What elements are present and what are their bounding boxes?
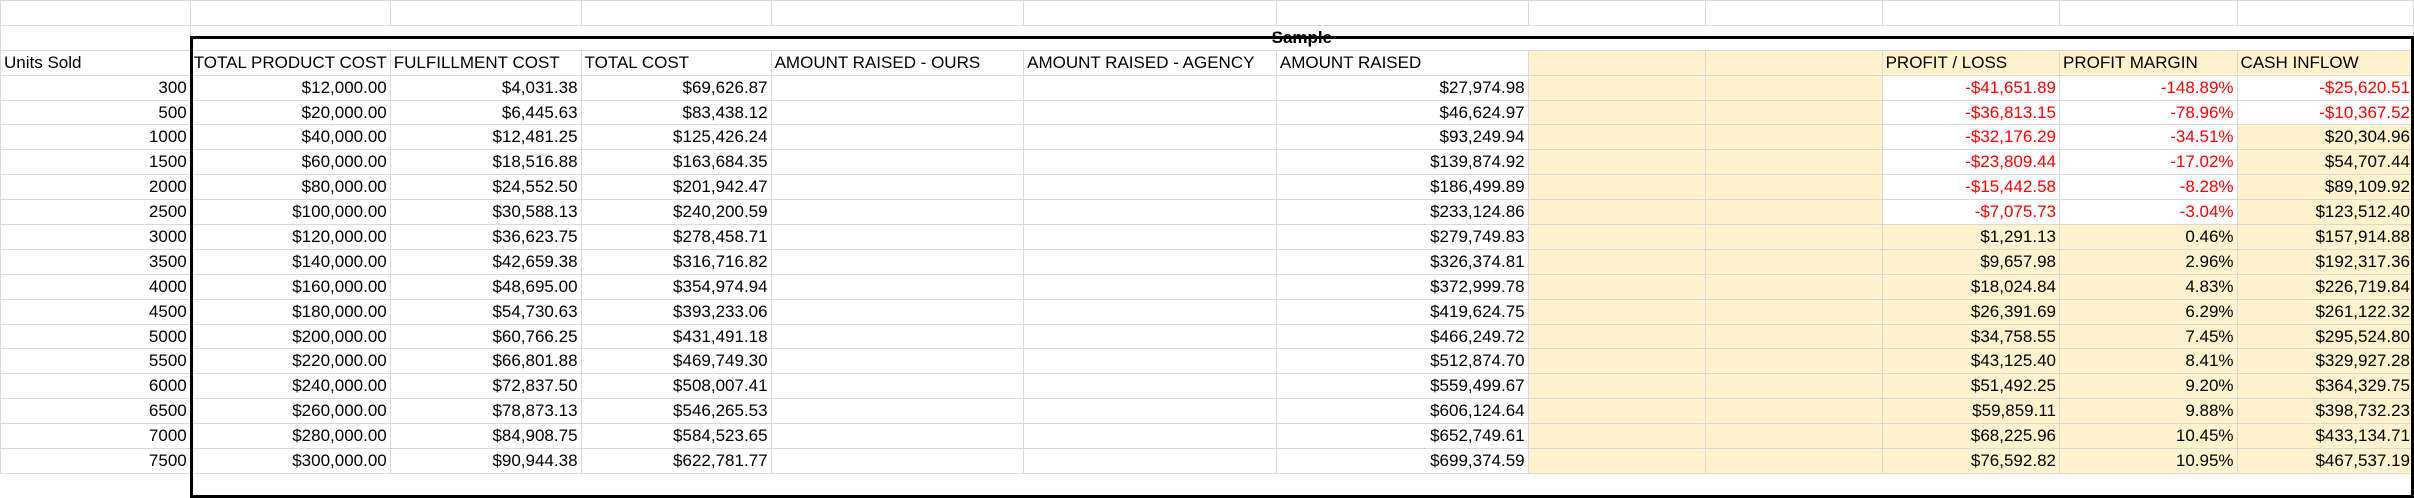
cell-units-sold[interactable]: 1000 <box>1 125 191 150</box>
cell-cash-inflow[interactable]: $261,122.32 <box>2237 299 2413 324</box>
cell-profit-margin[interactable]: -78.96% <box>2059 100 2237 125</box>
cell-total-cost[interactable]: $163,684.35 <box>581 150 771 175</box>
tan-cell[interactable] <box>1705 125 1882 150</box>
cell[interactable] <box>1276 1 1528 26</box>
cell-fulfillment-cost[interactable]: $4,031.38 <box>390 75 581 100</box>
cell-fulfillment-cost[interactable]: $78,873.13 <box>390 399 581 424</box>
cell-units-sold[interactable]: 4500 <box>1 299 191 324</box>
cell-amount-raised-ours[interactable] <box>771 299 1024 324</box>
cell-total-product-cost[interactable]: $120,000.00 <box>190 225 390 250</box>
cell-profit-margin[interactable]: 6.29% <box>2059 299 2237 324</box>
tan-cell[interactable] <box>1528 449 1705 474</box>
cell-profit-loss[interactable]: -$32,176.29 <box>1882 125 2059 150</box>
cell[interactable] <box>1882 1 2059 26</box>
cell-total-product-cost[interactable]: $280,000.00 <box>190 424 390 449</box>
cell-fulfillment-cost[interactable]: $24,552.50 <box>390 175 581 200</box>
cell-fulfillment-cost[interactable]: $48,695.00 <box>390 274 581 299</box>
cell-total-cost[interactable]: $69,626.87 <box>581 75 771 100</box>
header-cash-inflow[interactable]: CASH INFLOW <box>2237 50 2413 75</box>
tan-cell[interactable] <box>1528 249 1705 274</box>
cell-units-sold[interactable]: 7000 <box>1 424 191 449</box>
cell-profit-margin[interactable]: 2.96% <box>2059 249 2237 274</box>
tan-cell[interactable] <box>1705 324 1882 349</box>
cell-profit-loss[interactable]: -$41,651.89 <box>1882 75 2059 100</box>
cell-fulfillment-cost[interactable]: $66,801.88 <box>390 349 581 374</box>
cell-amount-raised-agency[interactable] <box>1024 449 1277 474</box>
header-amount-raised-agency[interactable]: AMOUNT RAISED - AGENCY <box>1024 50 1277 75</box>
tan-cell[interactable] <box>1705 399 1882 424</box>
cell-profit-loss[interactable]: $59,859.11 <box>1882 399 2059 424</box>
tan-cell[interactable] <box>1705 75 1882 100</box>
cell-total-product-cost[interactable]: $40,000.00 <box>190 125 390 150</box>
cell-profit-margin[interactable]: 7.45% <box>2059 324 2237 349</box>
cell-fulfillment-cost[interactable]: $60,766.25 <box>390 324 581 349</box>
cell-units-sold[interactable]: 2500 <box>1 200 191 225</box>
table-row <box>1 150 2414 175</box>
cell-total-cost[interactable]: $316,716.82 <box>581 249 771 274</box>
cell-fulfillment-cost[interactable]: $30,588.13 <box>390 200 581 225</box>
cell-profit-margin[interactable]: 0.46% <box>2059 225 2237 250</box>
cell-amount-raised-agency[interactable] <box>1024 274 1277 299</box>
cell-profit-loss[interactable]: -$36,813.15 <box>1882 100 2059 125</box>
cell-units-sold[interactable]: 300 <box>1 75 191 100</box>
tan-cell[interactable] <box>1705 374 1882 399</box>
cell-amount-raised-agency[interactable] <box>1024 399 1277 424</box>
cell-profit-margin[interactable]: 10.95% <box>2059 449 2237 474</box>
tan-cell[interactable] <box>1528 75 1705 100</box>
cell-amount-raised[interactable]: $326,374.81 <box>1276 249 1528 274</box>
cell-cash-inflow[interactable]: -$10,367.52 <box>2237 100 2413 125</box>
cell-cash-inflow[interactable]: -$25,620.51 <box>2237 75 2413 100</box>
cell[interactable] <box>1705 1 1882 26</box>
cell-profit-margin[interactable]: 4.83% <box>2059 274 2237 299</box>
cell-profit-loss[interactable]: $26,391.69 <box>1882 299 2059 324</box>
cell-total-cost[interactable]: $278,458.71 <box>581 225 771 250</box>
cell-units-sold[interactable]: 500 <box>1 100 191 125</box>
cell-total-cost[interactable]: $354,974.94 <box>581 274 771 299</box>
tan-cell[interactable] <box>1528 374 1705 399</box>
tan-cell[interactable] <box>1705 299 1882 324</box>
tan-cell[interactable] <box>1705 449 1882 474</box>
cell-profit-loss[interactable]: -$7,075.73 <box>1882 200 2059 225</box>
cell-amount-raised-ours[interactable] <box>771 249 1024 274</box>
cell-amount-raised[interactable]: $466,249.72 <box>1276 324 1528 349</box>
cell-amount-raised-agency[interactable] <box>1024 125 1277 150</box>
tan-cell[interactable] <box>1528 299 1705 324</box>
table-row <box>1 349 2414 374</box>
cell-amount-raised-ours[interactable] <box>771 200 1024 225</box>
header-amount-raised-ours[interactable]: AMOUNT RAISED - OURS <box>771 50 1024 75</box>
tan-cell[interactable] <box>1705 225 1882 250</box>
cell-amount-raised[interactable]: $559,499.67 <box>1276 374 1528 399</box>
cell[interactable] <box>190 1 390 26</box>
cell-cash-inflow[interactable]: $467,537.19 <box>2237 449 2413 474</box>
tan-cell[interactable] <box>1528 225 1705 250</box>
sample-title-row <box>1 25 2414 50</box>
cell-amount-raised[interactable]: $652,749.61 <box>1276 424 1528 449</box>
cell-total-product-cost[interactable]: $220,000.00 <box>190 349 390 374</box>
cell-total-cost[interactable]: $622,781.77 <box>581 449 771 474</box>
tan-cell[interactable] <box>1528 125 1705 150</box>
cell-amount-raised-agency[interactable] <box>1024 175 1277 200</box>
cell-cash-inflow[interactable]: $123,512.40 <box>2237 200 2413 225</box>
table-row <box>1 125 2414 150</box>
table-row <box>1 249 2414 274</box>
cell-units-sold[interactable]: 3500 <box>1 249 191 274</box>
cell-amount-raised[interactable]: $139,874.92 <box>1276 150 1528 175</box>
cell-total-product-cost[interactable]: $300,000.00 <box>190 449 390 474</box>
cell-profit-margin[interactable]: -148.89% <box>2059 75 2237 100</box>
tan-cell[interactable] <box>1528 349 1705 374</box>
cell[interactable] <box>2059 1 2237 26</box>
table-row <box>1 374 2414 399</box>
empty-row <box>1 1 2414 26</box>
cell-amount-raised[interactable]: $27,974.98 <box>1276 75 1528 100</box>
cell-total-cost[interactable]: $584,523.65 <box>581 424 771 449</box>
cell-amount-raised-agency[interactable] <box>1024 200 1277 225</box>
cell-total-product-cost[interactable]: $140,000.00 <box>190 249 390 274</box>
cell-cash-inflow[interactable]: $192,317.36 <box>2237 249 2413 274</box>
tan-cell[interactable] <box>1528 399 1705 424</box>
tan-cell[interactable] <box>1705 274 1882 299</box>
cell-amount-raised-ours[interactable] <box>771 175 1024 200</box>
cell-profit-loss[interactable]: $18,024.84 <box>1882 274 2059 299</box>
header-total-cost[interactable]: TOTAL COST <box>581 50 771 75</box>
header-total-product-cost[interactable]: TOTAL PRODUCT COST <box>190 50 390 75</box>
sample-title[interactable]: Sample <box>190 25 2413 50</box>
cell-profit-margin[interactable]: -34.51% <box>2059 125 2237 150</box>
cell-units-sold[interactable]: 5000 <box>1 324 191 349</box>
cell-total-cost[interactable]: $83,438.12 <box>581 100 771 125</box>
cell-cash-inflow[interactable]: $226,719.84 <box>2237 274 2413 299</box>
cell-cash-inflow[interactable]: $20,304.96 <box>2237 125 2413 150</box>
cell-amount-raised-ours[interactable] <box>771 399 1024 424</box>
tan-cell[interactable] <box>1528 50 1705 75</box>
cell-total-product-cost[interactable]: $100,000.00 <box>190 200 390 225</box>
header-row <box>1 50 2414 75</box>
cell-amount-raised[interactable]: $186,499.89 <box>1276 175 1528 200</box>
tan-cell[interactable] <box>1528 324 1705 349</box>
cell-amount-raised-ours[interactable] <box>771 324 1024 349</box>
tan-cell[interactable] <box>1705 424 1882 449</box>
cell-units-sold[interactable]: 6000 <box>1 374 191 399</box>
cell-cash-inflow[interactable]: $157,914.88 <box>2237 225 2413 250</box>
cell-fulfillment-cost[interactable]: $6,445.63 <box>390 100 581 125</box>
cell-amount-raised-ours[interactable] <box>771 374 1024 399</box>
cell-profit-loss[interactable]: $68,225.96 <box>1882 424 2059 449</box>
cell-profit-loss[interactable]: -$23,809.44 <box>1882 150 2059 175</box>
cell-units-sold[interactable]: 3000 <box>1 225 191 250</box>
cell[interactable] <box>581 1 771 26</box>
cell-total-cost[interactable]: $240,200.59 <box>581 200 771 225</box>
cell-total-product-cost[interactable]: $20,000.00 <box>190 100 390 125</box>
cell-profit-margin[interactable]: -3.04% <box>2059 200 2237 225</box>
cell-units-sold[interactable]: 1500 <box>1 150 191 175</box>
cell-amount-raised[interactable]: $512,874.70 <box>1276 349 1528 374</box>
cell-amount-raised-ours[interactable] <box>771 75 1024 100</box>
tan-cell[interactable] <box>1528 424 1705 449</box>
cell-total-cost[interactable]: $125,426.24 <box>581 125 771 150</box>
cell-total-cost[interactable]: $393,233.06 <box>581 299 771 324</box>
cell-amount-raised-agency[interactable] <box>1024 424 1277 449</box>
cell-amount-raised-agency[interactable] <box>1024 100 1277 125</box>
cell-cash-inflow[interactable]: $364,329.75 <box>2237 374 2413 399</box>
table-row <box>1 175 2414 200</box>
cell-profit-margin[interactable]: 10.45% <box>2059 424 2237 449</box>
table-row <box>1 100 2414 125</box>
cell-fulfillment-cost[interactable]: $84,908.75 <box>390 424 581 449</box>
cell-profit-margin[interactable]: -8.28% <box>2059 175 2237 200</box>
table-row <box>1 424 2414 449</box>
cell-cash-inflow[interactable]: $329,927.28 <box>2237 349 2413 374</box>
cell[interactable] <box>1024 1 1277 26</box>
cell-total-cost[interactable]: $546,265.53 <box>581 399 771 424</box>
cell-amount-raised-agency[interactable] <box>1024 324 1277 349</box>
table-row <box>1 324 2414 349</box>
cell-profit-loss[interactable]: $76,592.82 <box>1882 449 2059 474</box>
cell-amount-raised-ours[interactable] <box>771 274 1024 299</box>
tan-cell[interactable] <box>1528 274 1705 299</box>
cell-amount-raised[interactable]: $699,374.59 <box>1276 449 1528 474</box>
cell-total-cost[interactable]: $431,491.18 <box>581 324 771 349</box>
tan-cell[interactable] <box>1528 100 1705 125</box>
cell-cash-inflow[interactable]: $433,134.71 <box>2237 424 2413 449</box>
header-units-sold[interactable]: Units Sold <box>1 50 191 75</box>
cell-profit-loss[interactable]: $34,758.55 <box>1882 324 2059 349</box>
cell-units-sold[interactable]: 7500 <box>1 449 191 474</box>
tan-cell[interactable] <box>1705 150 1882 175</box>
tan-cell[interactable] <box>1705 200 1882 225</box>
cell-amount-raised-ours[interactable] <box>771 424 1024 449</box>
tan-cell[interactable] <box>1705 349 1882 374</box>
cell-amount-raised[interactable]: $93,249.94 <box>1276 125 1528 150</box>
cell-profit-loss[interactable]: -$15,442.58 <box>1882 175 2059 200</box>
cell-total-cost[interactable]: $469,749.30 <box>581 349 771 374</box>
table-row <box>1 200 2414 225</box>
cell-profit-loss[interactable]: $51,492.25 <box>1882 374 2059 399</box>
cell[interactable] <box>1528 1 1705 26</box>
cell-fulfillment-cost[interactable]: $12,481.25 <box>390 125 581 150</box>
cell-units-sold[interactable]: 6500 <box>1 399 191 424</box>
cell-amount-raised[interactable]: $279,749.83 <box>1276 225 1528 250</box>
cell-units-sold[interactable]: 2000 <box>1 175 191 200</box>
cell-profit-margin[interactable]: 8.41% <box>2059 349 2237 374</box>
tan-cell[interactable] <box>1705 50 1882 75</box>
cell-fulfillment-cost[interactable]: $42,659.38 <box>390 249 581 274</box>
cell-amount-raised-agency[interactable] <box>1024 374 1277 399</box>
cell-amount-raised-ours[interactable] <box>771 150 1024 175</box>
cell-amount-raised-ours[interactable] <box>771 449 1024 474</box>
cell-amount-raised[interactable]: $419,624.75 <box>1276 299 1528 324</box>
cell-fulfillment-cost[interactable]: $18,516.88 <box>390 150 581 175</box>
header-amount-raised[interactable]: AMOUNT RAISED <box>1276 50 1528 75</box>
cell[interactable] <box>1 25 191 50</box>
cell-amount-raised-ours[interactable] <box>771 225 1024 250</box>
cell-cash-inflow[interactable]: $398,732.23 <box>2237 399 2413 424</box>
cell-total-product-cost[interactable]: $60,000.00 <box>190 150 390 175</box>
header-profit-margin[interactable]: PROFIT MARGIN <box>2059 50 2237 75</box>
cell-amount-raised-agency[interactable] <box>1024 225 1277 250</box>
cell-units-sold[interactable]: 4000 <box>1 274 191 299</box>
tan-cell[interactable] <box>1528 175 1705 200</box>
cell-total-product-cost[interactable]: $200,000.00 <box>190 324 390 349</box>
cell-total-product-cost[interactable]: $80,000.00 <box>190 175 390 200</box>
cell-profit-margin[interactable]: -17.02% <box>2059 150 2237 175</box>
cell-fulfillment-cost[interactable]: $72,837.50 <box>390 374 581 399</box>
cell[interactable] <box>1 1 191 26</box>
header-fulfillment-cost[interactable]: FULFILLMENT COST <box>390 50 581 75</box>
cell-amount-raised-agency[interactable] <box>1024 249 1277 274</box>
tan-cell[interactable] <box>1528 200 1705 225</box>
cell-amount-raised-ours[interactable] <box>771 100 1024 125</box>
cell-amount-raised-agency[interactable] <box>1024 150 1277 175</box>
cell-amount-raised-ours[interactable] <box>771 349 1024 374</box>
cell-amount-raised-ours[interactable] <box>771 125 1024 150</box>
table-row <box>1 399 2414 424</box>
cell-amount-raised-agency[interactable] <box>1024 299 1277 324</box>
cell-cash-inflow[interactable]: $295,524.80 <box>2237 324 2413 349</box>
cell-profit-loss[interactable]: $1,291.13 <box>1882 225 2059 250</box>
cell-amount-raised[interactable]: $233,124.86 <box>1276 200 1528 225</box>
table-row <box>1 299 2414 324</box>
cell-total-product-cost[interactable]: $240,000.00 <box>190 374 390 399</box>
tan-cell[interactable] <box>1528 150 1705 175</box>
cell-amount-raised[interactable]: $46,624.97 <box>1276 100 1528 125</box>
cell-amount-raised[interactable]: $372,999.78 <box>1276 274 1528 299</box>
table-row <box>1 75 2414 100</box>
tan-cell[interactable] <box>1705 175 1882 200</box>
cell-fulfillment-cost[interactable]: $90,944.38 <box>390 449 581 474</box>
cell-total-product-cost[interactable]: $180,000.00 <box>190 299 390 324</box>
cell-fulfillment-cost[interactable]: $36,623.75 <box>390 225 581 250</box>
cell[interactable] <box>390 1 581 26</box>
cell-profit-loss[interactable]: $9,657.98 <box>1882 249 2059 274</box>
cell-fulfillment-cost[interactable]: $54,730.63 <box>390 299 581 324</box>
cell[interactable] <box>771 1 1024 26</box>
cell-units-sold[interactable]: 5500 <box>1 349 191 374</box>
cell-amount-raised-agency[interactable] <box>1024 75 1277 100</box>
table-row <box>1 274 2414 299</box>
cell-total-cost[interactable]: $508,007.41 <box>581 374 771 399</box>
table-row <box>1 225 2414 250</box>
cell-amount-raised-agency[interactable] <box>1024 349 1277 374</box>
cell-total-product-cost[interactable]: $160,000.00 <box>190 274 390 299</box>
header-profit-loss[interactable]: PROFIT / LOSS <box>1882 50 2059 75</box>
cell-profit-margin[interactable]: 9.88% <box>2059 399 2237 424</box>
cell-total-product-cost[interactable]: $260,000.00 <box>190 399 390 424</box>
cell-total-product-cost[interactable]: $12,000.00 <box>190 75 390 100</box>
tan-cell[interactable] <box>1705 249 1882 274</box>
cell-amount-raised[interactable]: $606,124.64 <box>1276 399 1528 424</box>
cell-total-cost[interactable]: $201,942.47 <box>581 175 771 200</box>
cell[interactable] <box>2237 1 2413 26</box>
cell-profit-loss[interactable]: $43,125.40 <box>1882 349 2059 374</box>
cell-cash-inflow[interactable]: $54,707.44 <box>2237 150 2413 175</box>
tan-cell[interactable] <box>1705 100 1882 125</box>
cell-profit-margin[interactable]: 9.20% <box>2059 374 2237 399</box>
cell-cash-inflow[interactable]: $89,109.92 <box>2237 175 2413 200</box>
table-row <box>1 449 2414 474</box>
